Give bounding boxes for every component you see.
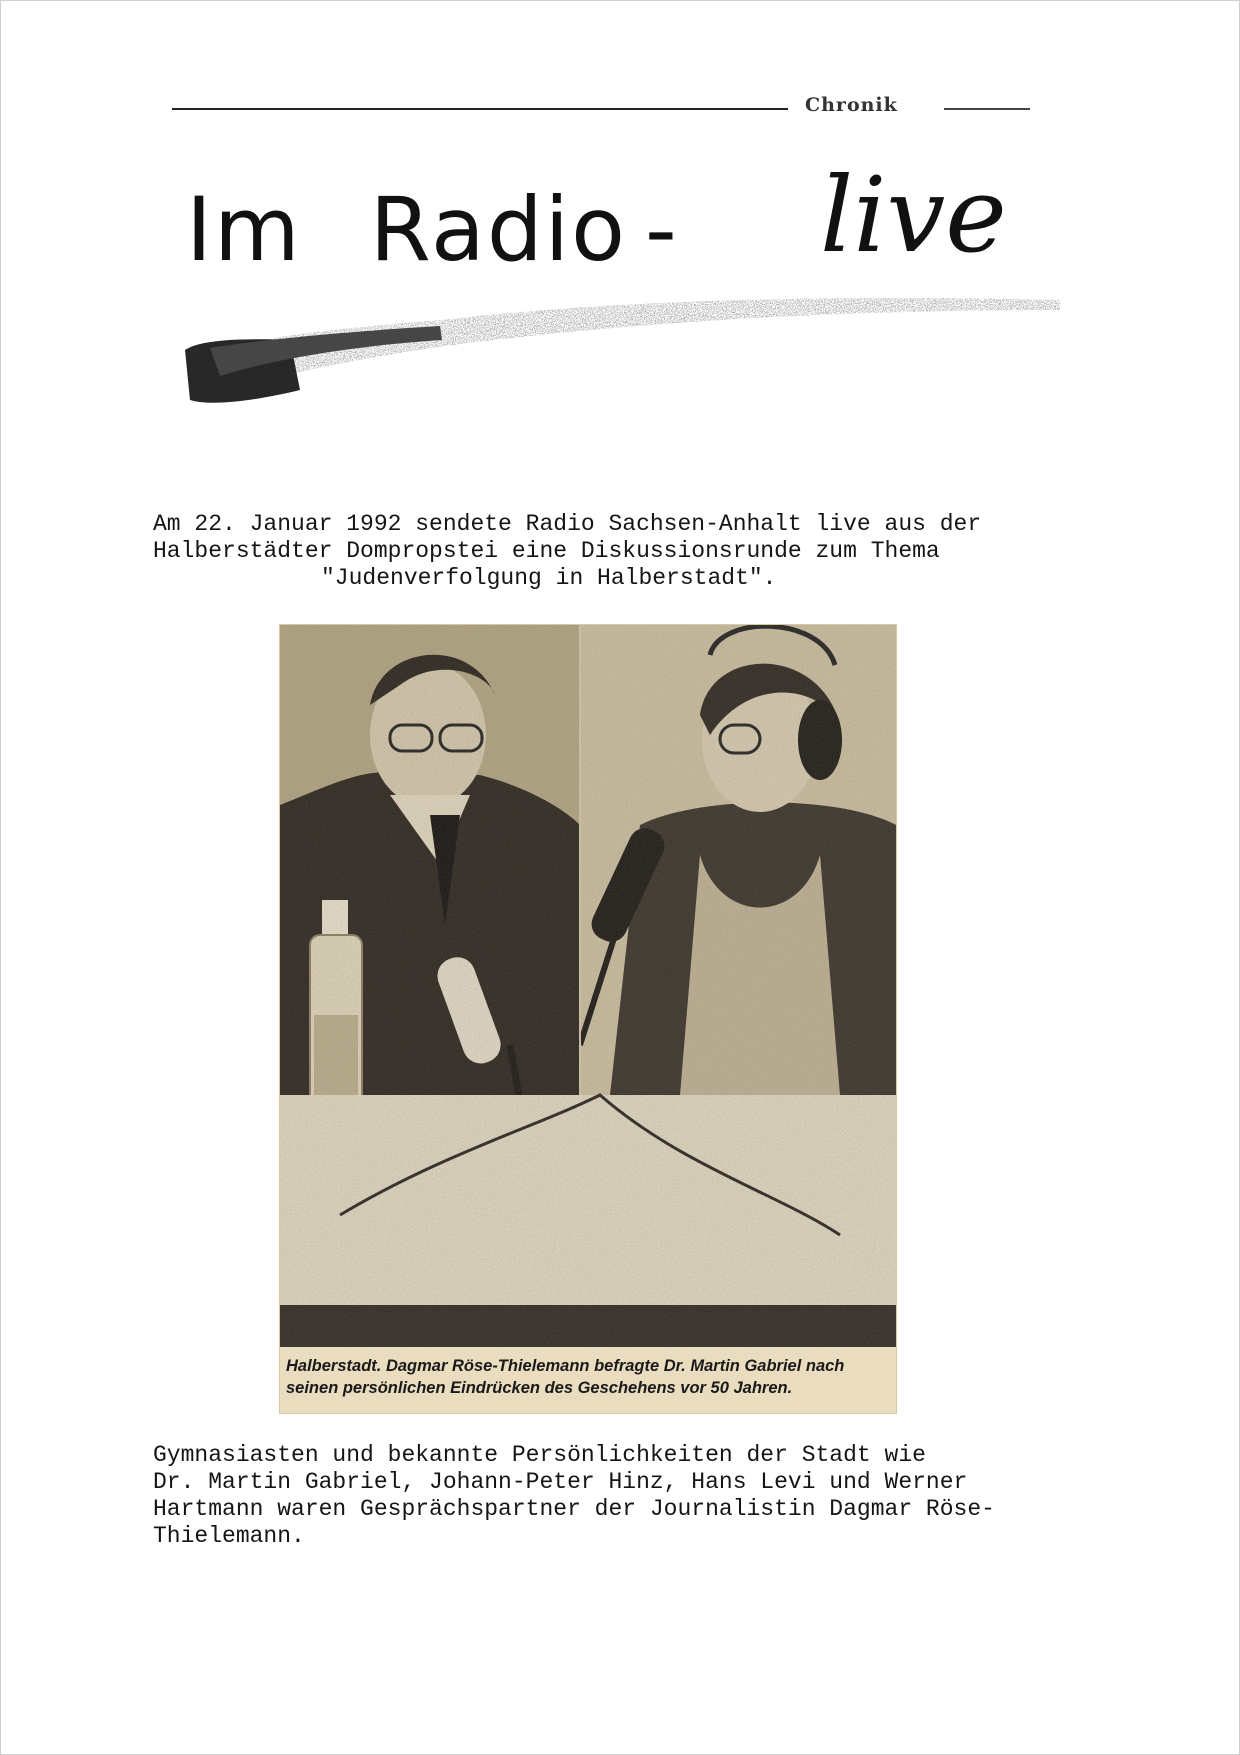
outro-line: Thielemann. [153,1523,305,1549]
title-script-live: live [820,154,1007,276]
caption-line: Halberstadt. Dagmar Röse-Thielemann befragte Dr. Martin Gabriel nach [286,1357,845,1375]
page-title [186,178,679,281]
intro-line: "Judenverfolgung in Halberstadt". [321,565,777,591]
caption-line: seinen persönlichen Eindrücken des Geschehens vor 50 Jahren. [286,1379,793,1397]
outro-line: Hartmann waren Gesprächspartner der Journalistin Dagmar Röse- [153,1496,995,1522]
outro-line: Gymnasiasten und bekannte Persönlichkeiten der Stadt wie [153,1442,926,1468]
intro-line: Am 22. Januar 1992 sendete Radio Sachsen-Anhalt live aus der [153,511,982,537]
header-rule-tail [944,108,1030,110]
outro-paragraph [153,1442,995,1550]
section-name: Chronik [805,94,898,116]
intro-paragraph [153,511,981,592]
outro-line: Dr. Martin Gabriel, Johann-Peter Hinz, Hans Levi und Werner [153,1469,968,1495]
brush-stroke-decoration [180,280,1080,440]
title-dash: - [644,178,679,281]
intro-line: Halberstädter Dompropstei eine Diskussionsrunde zum Thema [153,538,940,564]
header-rule [172,108,788,110]
photo-caption [286,1355,890,1399]
title-word-im: Im [186,178,302,281]
clipping-photo [280,625,896,1347]
newspaper-clipping [280,625,896,1413]
title-word-radio: Radio [369,178,627,281]
